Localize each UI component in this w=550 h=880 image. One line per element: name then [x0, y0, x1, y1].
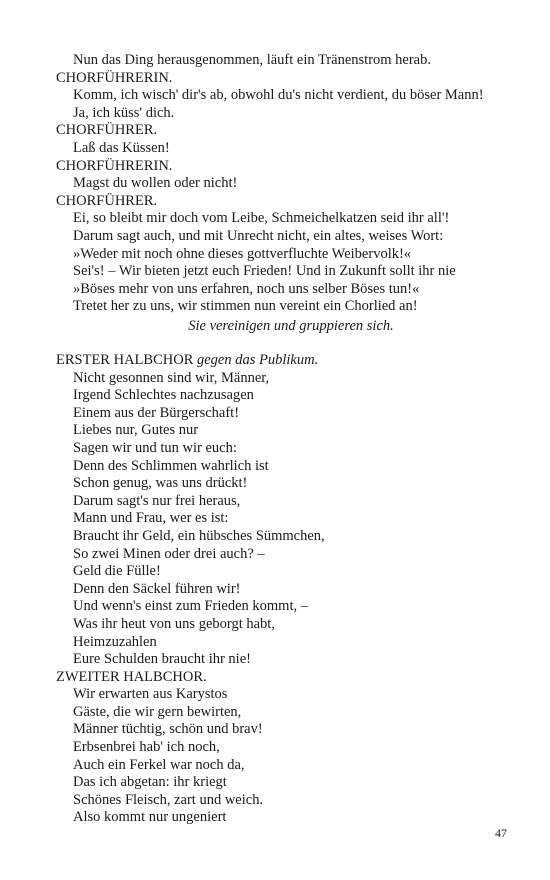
verse-line: Also kommt nur ungeniert — [73, 809, 227, 826]
verse-line: Und wenn's einst zum Frieden kommt, – — [73, 598, 308, 615]
speaker-heading: CHORFÜHRERIN. — [56, 69, 173, 86]
verse-line: Was ihr heut von uns geborgt habt, — [73, 615, 275, 632]
verse-line: Braucht ihr Geld, ein hübsches Sümmchen, — [73, 527, 325, 544]
verse-line: Schon genug, was uns drückt! — [73, 475, 248, 492]
verse-line: Auch ein Ferkel war noch da, — [73, 756, 245, 773]
verse-line: Ei, so bleibt mir doch vom Leibe, Schmeichelkatzen seid ihr all'! — [73, 210, 450, 227]
dialogue-block-chorus — [56, 352, 526, 827]
verse-line: Sei's! – Wir bieten jetzt euch Frieden! Und in Zukunft sollt ihr nie — [73, 263, 456, 280]
verse-line: Wir erwarten aus Karystos — [73, 686, 228, 703]
verse-line: Nun das Ding herausgenommen, läuft ein Tränenstrom herab. — [73, 52, 431, 68]
stage-direction: Sie vereinigen und gruppieren sich. — [188, 318, 394, 334]
dialogue-block-top — [56, 52, 526, 316]
verse-line: Geld die Fülle! — [73, 563, 161, 580]
verse-line: Darum sagt auch, und mit Unrecht nicht, ein altes, weises Wort: — [73, 227, 444, 244]
verse-line: Laß das Küssen! — [73, 139, 170, 156]
verse-line: Liebes nur, Gutes nur — [73, 422, 199, 439]
speaker-heading — [56, 352, 526, 370]
verse-line: Das ich abgetan: ihr kriegt — [73, 774, 227, 791]
speaker-direction: gegen das Publikum. — [197, 352, 319, 368]
verse-line: Männer tüchtig, schön und brav! — [73, 721, 263, 738]
speaker-heading: CHORFÜHRERIN. — [56, 157, 173, 174]
verse-line: Schönes Fleisch, zart und weich. — [73, 791, 264, 808]
verse-line: Nicht gesonnen sind wir, Männer, — [73, 369, 270, 386]
verse-line: Denn des Schlimmen wahrlich ist — [73, 457, 269, 474]
speaker-heading: CHORFÜHRER. — [56, 122, 158, 139]
verse-line: Eure Schulden braucht ihr nie! — [73, 651, 251, 668]
verse-line: Heimzuzahlen — [73, 633, 157, 650]
verse-line: Sagen wir und tun wir euch: — [73, 439, 237, 456]
verse-line: »Böses mehr von uns erfahren, noch uns selber Böses tun!« — [73, 280, 420, 297]
verse-line: Denn den Säckel führen wir! — [73, 580, 241, 597]
verse-line: Gäste, die wir gern bewirten, — [73, 703, 242, 720]
verse-line: »Weder mit noch ohne dieses gottverfluchte Weibervolk!« — [73, 245, 412, 262]
verse-line: Einem aus der Bürgerschaft! — [73, 404, 240, 421]
verse-line: Irgend Schlechtes nachzusagen — [73, 387, 254, 404]
verse-line: Magst du wollen oder nicht! — [73, 175, 238, 192]
verse-line: Mann und Frau, wer es ist: — [73, 510, 229, 527]
verse-line: So zwei Minen oder drei auch? – — [73, 545, 265, 562]
verse-line: Darum sagt's nur frei heraus, — [73, 492, 241, 509]
speaker-heading: CHORFÜHRER. — [56, 192, 158, 209]
verse-line: Ja, ich küss' dich. — [73, 104, 175, 121]
page-number: 47 — [495, 826, 507, 840]
verse-line: Tretet her zu uns, wir stimmen nun vereint ein Chorlied an! — [73, 298, 418, 315]
verse-line: Erbsenbrei hab' ich noch, — [73, 739, 220, 756]
verse-line: Komm, ich wisch' dir's ab, obwohl du's nicht verdient, du böser Mann! — [73, 87, 484, 104]
speaker-heading: ZWEITER HALBCHOR. — [56, 668, 207, 685]
speaker-name: ERSTER HALBCHOR — [56, 352, 194, 368]
